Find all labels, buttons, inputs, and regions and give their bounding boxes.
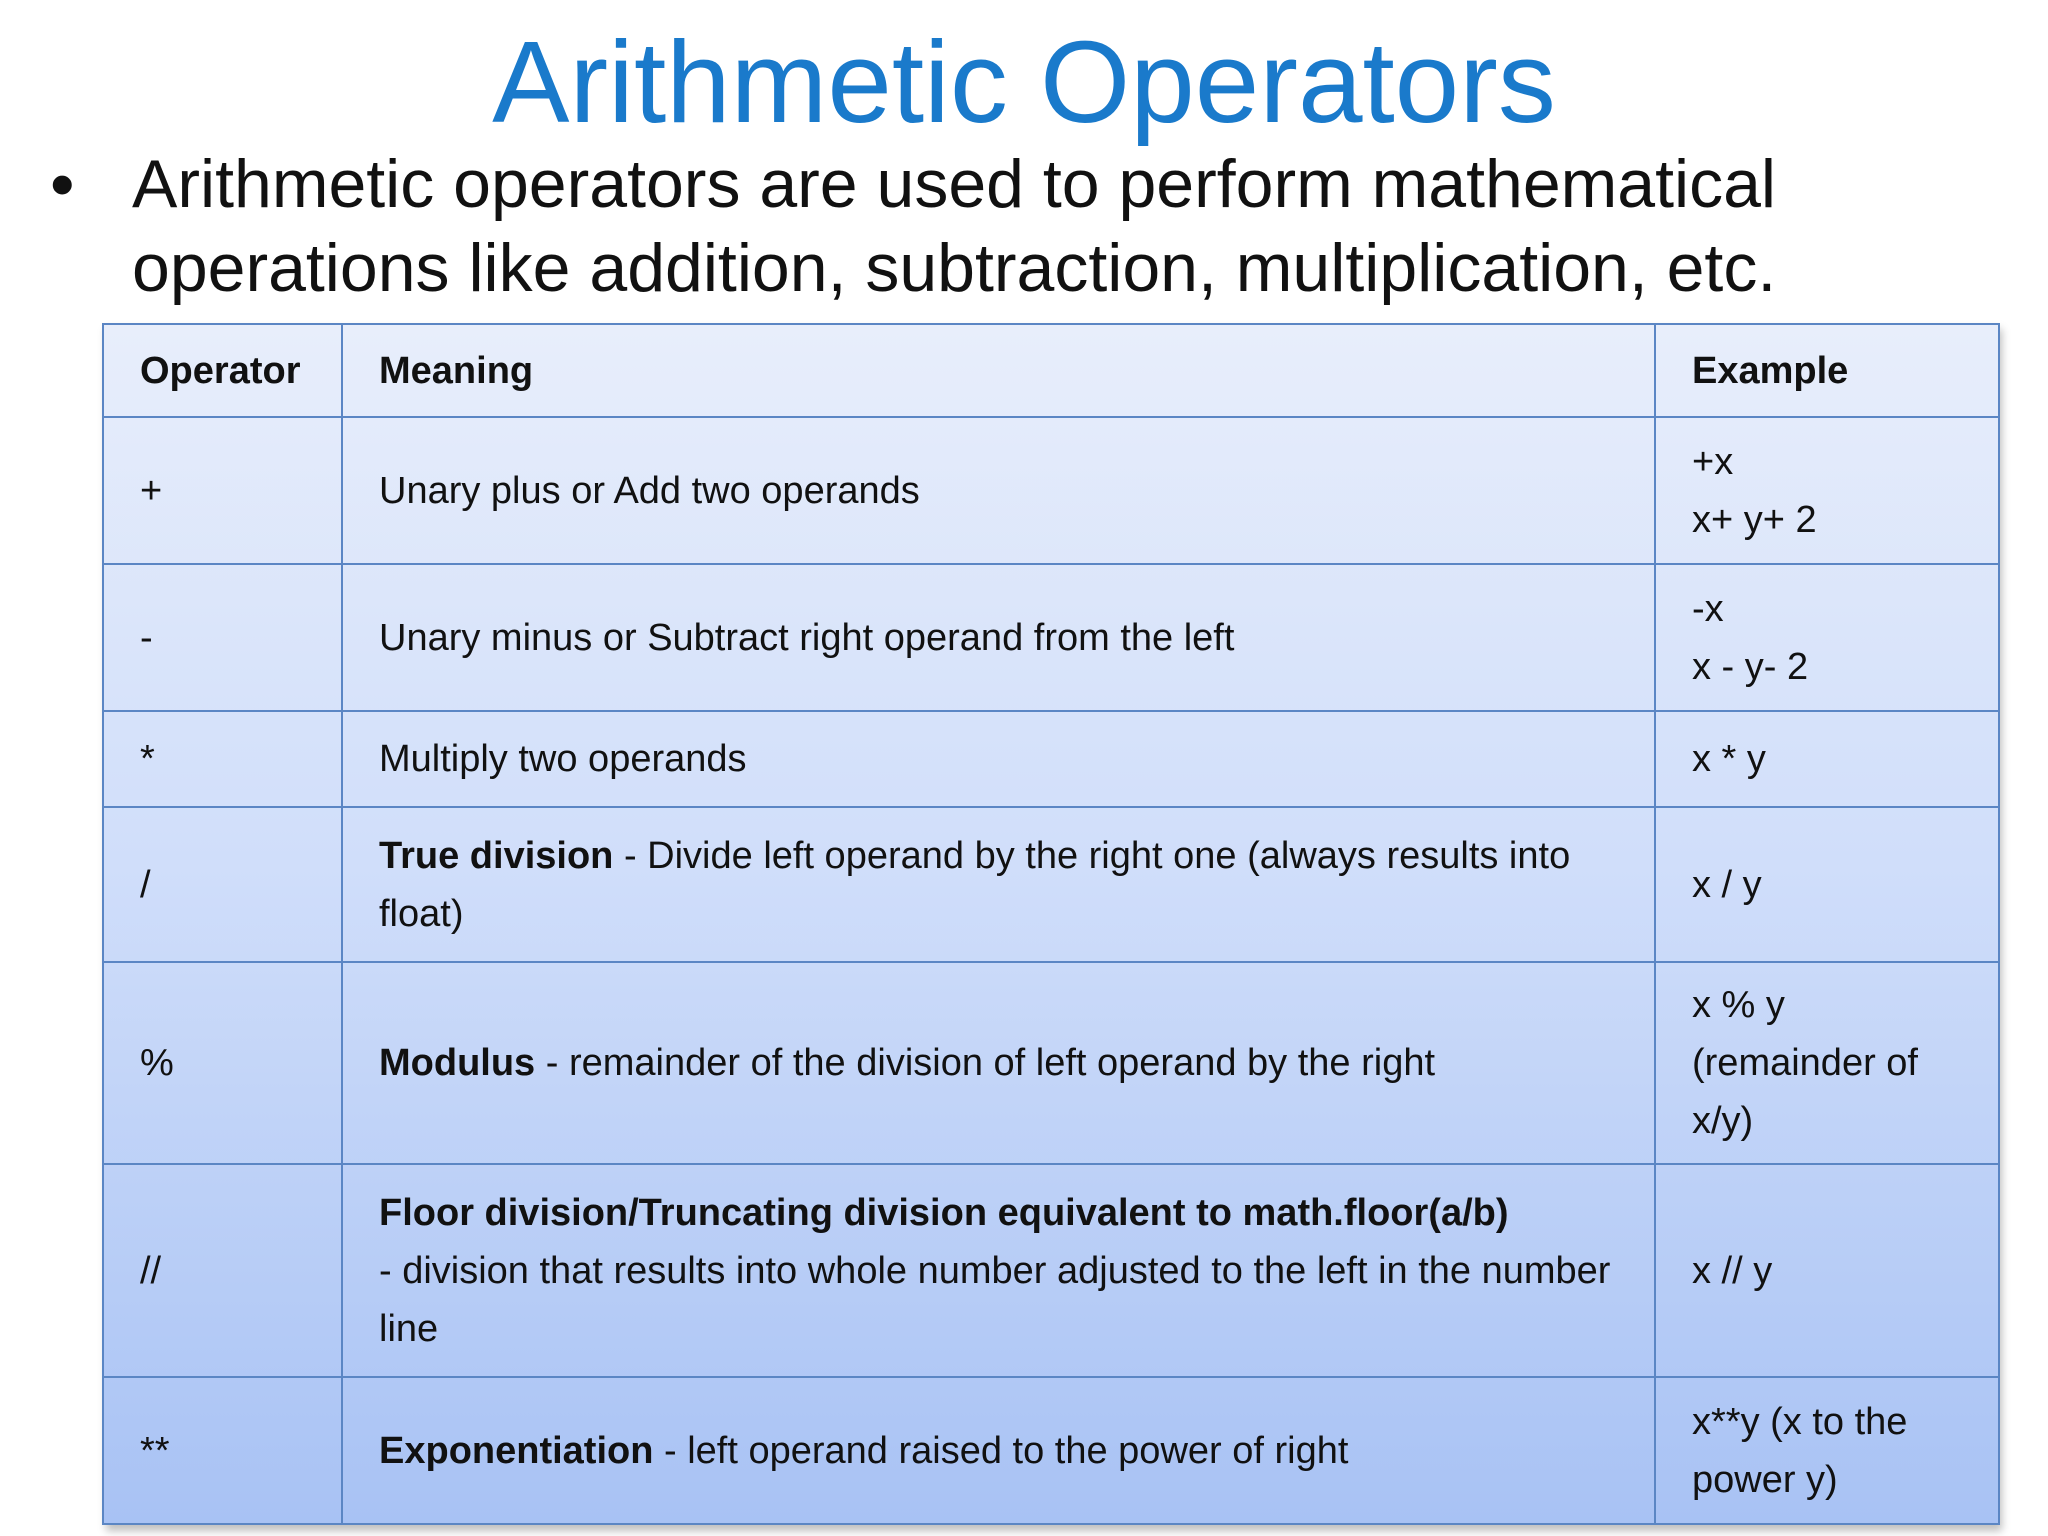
- example-cell: [1655, 1164, 1999, 1377]
- meaning-cell: [342, 417, 1655, 564]
- meaning-cell: [342, 711, 1655, 807]
- slide-title: Arithmetic Operators: [492, 17, 1556, 147]
- bullet-point: [50, 142, 2010, 310]
- example-line: x**y (x to the: [1692, 1400, 1908, 1443]
- operators-table-container: [102, 323, 1998, 1525]
- example-cell: [1655, 711, 1999, 807]
- operator-cell: //: [103, 1164, 342, 1377]
- operator-cell: +: [103, 417, 342, 564]
- bullet-icon: •: [50, 145, 75, 223]
- example-cell: [1655, 564, 1999, 711]
- operator-cell: **: [103, 1377, 342, 1524]
- meaning-cell: [342, 1377, 1655, 1524]
- operator-cell: -: [103, 564, 342, 711]
- meaning-text: Unary minus or Subtract right operand from the left: [379, 616, 1235, 659]
- table-row: [103, 1377, 1999, 1524]
- bullet-text: Arithmetic operators are used to perform mathematical operations like addition, subtraction, multiplication, etc.: [132, 146, 1777, 306]
- meaning-text: Unary plus or Add two operands: [379, 469, 920, 512]
- meaning-bold: Floor division/Truncating division equivalent to math.floor(a/b): [379, 1191, 1509, 1234]
- meaning-cell: [342, 807, 1655, 962]
- example-line: x - y- 2: [1692, 645, 1809, 688]
- operator-cell: *: [103, 711, 342, 807]
- header-example: Example: [1655, 324, 1999, 417]
- example-line: power y): [1692, 1458, 1838, 1501]
- meaning-text: - left operand raised to the power of right: [653, 1429, 1349, 1472]
- table-row: [103, 807, 1999, 962]
- example-line: x % y: [1692, 984, 1785, 1026]
- header-meaning: Meaning: [342, 324, 1655, 417]
- example-line: +x: [1692, 440, 1734, 483]
- meaning-bold: Modulus: [379, 1042, 536, 1084]
- table-row: [103, 417, 1999, 564]
- meaning-bold: Exponentiation: [379, 1429, 654, 1472]
- header-operator: Operator: [103, 324, 342, 417]
- example-cell: [1655, 962, 1999, 1164]
- meaning-text: Multiply two operands: [379, 738, 747, 780]
- example-line: -x: [1692, 587, 1724, 630]
- table-row: [103, 1164, 1999, 1377]
- table-header-row: [103, 324, 1999, 417]
- example-cell: [1655, 417, 1999, 564]
- example-line: (remainder of: [1692, 1042, 1918, 1084]
- example-line: x / y: [1692, 863, 1762, 906]
- table-row: [103, 564, 1999, 711]
- table-row: [103, 962, 1999, 1164]
- table-row: [103, 711, 1999, 807]
- example-line: x * y: [1692, 738, 1766, 780]
- meaning-text: - division that results into whole number adjusted to the left in the number line: [379, 1249, 1611, 1350]
- operator-cell: %: [103, 962, 342, 1164]
- example-line: x // y: [1692, 1249, 1773, 1292]
- meaning-text: - remainder of the division of left operand by the right: [535, 1042, 1436, 1084]
- meaning-text: - Divide left operand by the right one (always results into float): [379, 834, 1571, 935]
- meaning-cell: [342, 564, 1655, 711]
- meaning-bold: True division: [379, 834, 614, 877]
- example-line: x/y): [1692, 1100, 1754, 1142]
- example-cell: [1655, 807, 1999, 962]
- meaning-cell: [342, 1164, 1655, 1377]
- meaning-cell: [342, 962, 1655, 1164]
- operators-table: [102, 323, 2000, 1525]
- operator-cell: /: [103, 807, 342, 962]
- example-line: x+ y+ 2: [1692, 498, 1817, 541]
- example-cell: [1655, 1377, 1999, 1524]
